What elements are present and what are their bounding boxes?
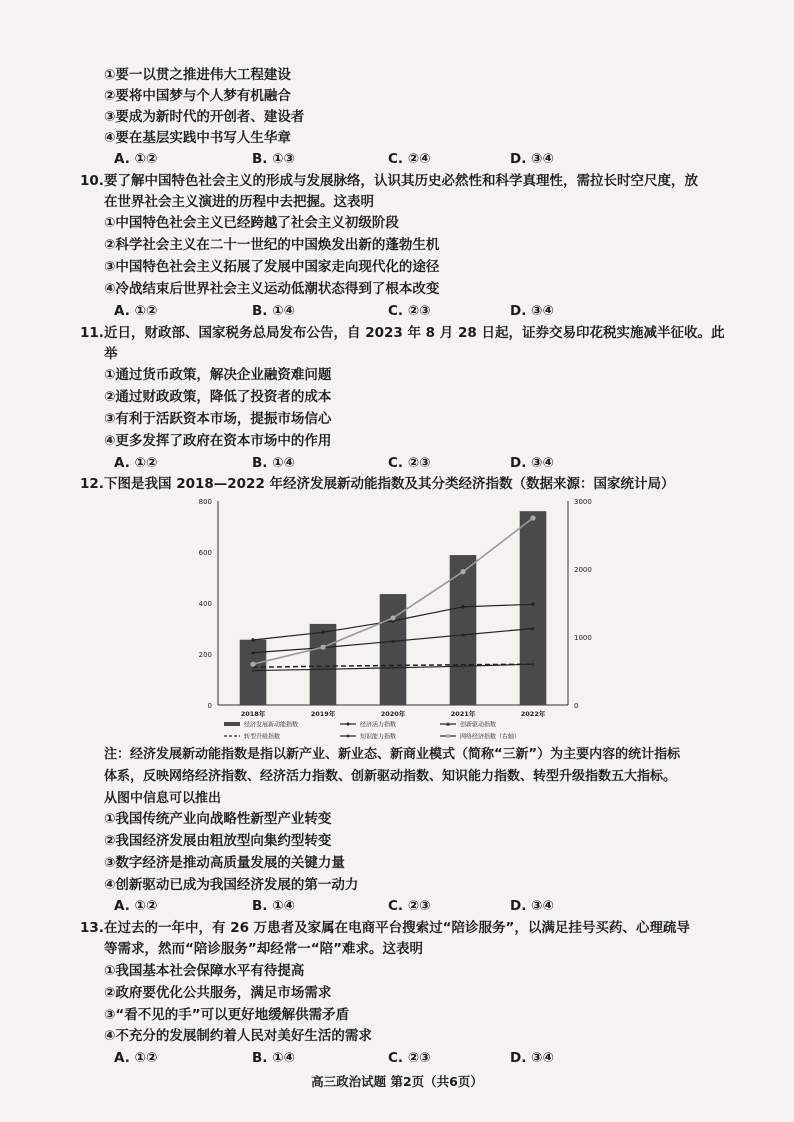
q11-option-b: B. ①④ xyxy=(252,455,295,471)
page-footer: 高三政治试题 第2页（共6页） xyxy=(311,1074,483,1089)
q10-statement-2: ②科学社会主义在二十一世纪的中国焕发出新的蓬勃生机 xyxy=(104,237,440,253)
bar-new-momentum-index xyxy=(240,640,267,705)
q9-option-d: D. ③④ xyxy=(510,151,554,167)
left-tick-label: 0 xyxy=(207,702,212,710)
left-tick-label: 800 xyxy=(198,498,212,506)
q13-option-a: A. ①② xyxy=(114,1050,158,1066)
legend-label: 转型升级指数 xyxy=(244,733,281,741)
x-tick-label: 2021年 xyxy=(450,710,476,718)
q11-stem-line2: 举 xyxy=(104,346,118,362)
q10-option-c: C. ②③ xyxy=(388,303,431,319)
q12-note-line1: 注：经济发展新动能指数是指以新产业、新业态、新商业模式（简称“三新”）为主要内容的统计指标 xyxy=(104,747,681,762)
q10-option-d: D. ③④ xyxy=(510,303,554,319)
left-tick-label: 200 xyxy=(198,651,212,659)
q11-statement-3: ③有利于活跃资本市场，提振市场信心 xyxy=(104,411,332,427)
legend-swatch xyxy=(224,722,240,726)
q11-stem-line1: 近日，财政部、国家税务总局发布公告，自 2023 年 8 月 28 日起，证券交易印花税实施减半征收。此 xyxy=(104,325,725,341)
q11-option-a: A. ①② xyxy=(114,455,158,471)
q13-statement-4: ④不充分的发展制约着人民对美好生活的需求 xyxy=(104,1028,372,1044)
x-tick-label: 2018年 xyxy=(240,710,266,718)
right-tick-label: 3000 xyxy=(574,498,592,506)
series-point xyxy=(250,662,255,667)
legend-marker xyxy=(346,722,350,726)
q9-statement-3: ③要成为新时代的开创者、建设者 xyxy=(104,109,305,125)
bar-new-momentum-index xyxy=(380,594,407,705)
legend-label: 知识能力指数 xyxy=(360,733,397,741)
series-point xyxy=(392,666,395,669)
series-point xyxy=(532,663,535,666)
q10-option-b: B. ①④ xyxy=(252,303,295,319)
q13-statement-3: ③“看不见的手”可以更好地缓解供需矛盾 xyxy=(104,1007,350,1023)
q12-statement-4: ④创新驱动已成为我国经济发展的第一动力 xyxy=(104,877,359,893)
q10-statement-3: ③中国特色社会主义拓展了发展中国家走向现代化的途径 xyxy=(104,259,440,275)
q9-option-a: A. ①② xyxy=(114,151,158,167)
q13-stem-line2: 等需求，然而“陪诊服务”却经常一“陪”难求。这表明 xyxy=(104,941,423,957)
q13-number: 13. xyxy=(80,920,104,936)
bar-new-momentum-index xyxy=(520,511,547,705)
series-point xyxy=(460,569,465,574)
q9-option-c: C. ②④ xyxy=(388,151,431,167)
q11-option-d: D. ③④ xyxy=(510,455,554,471)
series-point xyxy=(462,665,465,668)
q12-statement-3: ③数字经济是推动高质量发展的关键力量 xyxy=(104,855,345,871)
series-point xyxy=(530,515,535,520)
q11-option-c: C. ②③ xyxy=(388,455,431,471)
series-point xyxy=(322,668,325,671)
q9-statement-1: ①要一以贯之推进伟大工程建设 xyxy=(104,67,291,83)
q9-statement-4: ④要在基层实践中书写人生华章 xyxy=(104,130,291,146)
q12-statement-2: ②我国经济发展由粗放型向集约型转变 xyxy=(104,833,332,849)
q10-stem-line2: 在世界社会主义演进的历程中去把握。这表明 xyxy=(104,194,374,210)
q9-option-b: B. ①③ xyxy=(252,151,295,167)
left-tick-label: 400 xyxy=(198,600,212,608)
left-tick-label: 600 xyxy=(198,549,212,557)
q13-option-c: C. ②③ xyxy=(388,1050,431,1066)
right-tick-label: 2000 xyxy=(574,566,592,574)
q12-option-d: D. ③④ xyxy=(510,898,554,914)
q12-note-line3: 从图中信息可以推出 xyxy=(104,791,222,806)
q10-number: 10. xyxy=(80,173,104,189)
series-point xyxy=(252,669,255,672)
legend-label: 经济活力指数 xyxy=(360,721,397,729)
bar-new-momentum-index xyxy=(310,624,337,705)
new-momentum-index-chart xyxy=(190,493,600,743)
q10-statement-1: ①中国特色社会主义已经跨越了社会主义初级阶段 xyxy=(104,215,399,231)
right-tick-label: 0 xyxy=(574,702,579,710)
q12-option-a: A. ①② xyxy=(114,898,158,914)
q12-number: 12. xyxy=(80,476,104,492)
legend-marker xyxy=(347,735,350,738)
q12-statement-1: ①我国传统产业向战略性新型产业转变 xyxy=(104,811,332,827)
q12-stem: 下图是我国 2018—2022 年经济发展新动能指数及其分类经济指数（数据来源：国家统计局） xyxy=(104,476,675,492)
q13-statement-2: ②政府要优化公共服务，满足市场需求 xyxy=(104,985,332,1001)
x-tick-label: 2022年 xyxy=(520,710,546,718)
q13-stem-line1: 在过去的一年中，有 26 万患者及家属在电商平台搜索过“陪诊服务”，以满足挂号买药、心理疏导 xyxy=(104,920,690,936)
q10-stem-line1: 要了解中国特色社会主义的形成与发展脉络，认识其历史必然性和科学真理性，需拉长时空尺度，放 xyxy=(104,173,698,189)
q9-statement-2: ②要将中国梦与个人梦有机融合 xyxy=(104,88,291,104)
q11-number: 11. xyxy=(80,325,104,341)
q13-option-d: D. ③④ xyxy=(510,1050,554,1066)
q11-statement-2: ②通过财政政策，降低了投资者的成本 xyxy=(104,389,332,405)
series-point xyxy=(390,615,395,620)
series-point xyxy=(320,645,325,650)
legend-label: 网络经济指数（右轴） xyxy=(460,733,521,741)
q13-statement-1: ①我国基本社会保障水平有待提高 xyxy=(104,963,305,979)
q12-option-c: C. ②③ xyxy=(388,898,431,914)
legend-marker xyxy=(446,734,450,738)
q12-option-b: B. ①④ xyxy=(252,898,295,914)
q13-option-b: B. ①④ xyxy=(252,1050,295,1066)
q12-note-line2: 体系，反映网络经济指数、经济活力指数、创新驱动指数、知识能力指数、转型升级指数五大指标。 xyxy=(104,769,677,784)
q10-option-a: A. ①② xyxy=(114,303,158,319)
legend-label: 创新驱动指数 xyxy=(460,721,497,729)
x-tick-label: 2020年 xyxy=(380,710,406,718)
q11-statement-1: ①通过货币政策，解决企业融资难问题 xyxy=(104,367,332,383)
right-tick-label: 1000 xyxy=(574,634,592,642)
q11-statement-4: ④更多发挥了政府在资本市场中的作用 xyxy=(104,433,332,449)
q10-statement-4: ④冷战结束后世界社会主义运动低潮状态得到了根本改变 xyxy=(104,281,440,297)
x-tick-label: 2019年 xyxy=(310,710,336,718)
legend-label: 经济发展新动能指数 xyxy=(244,721,299,729)
